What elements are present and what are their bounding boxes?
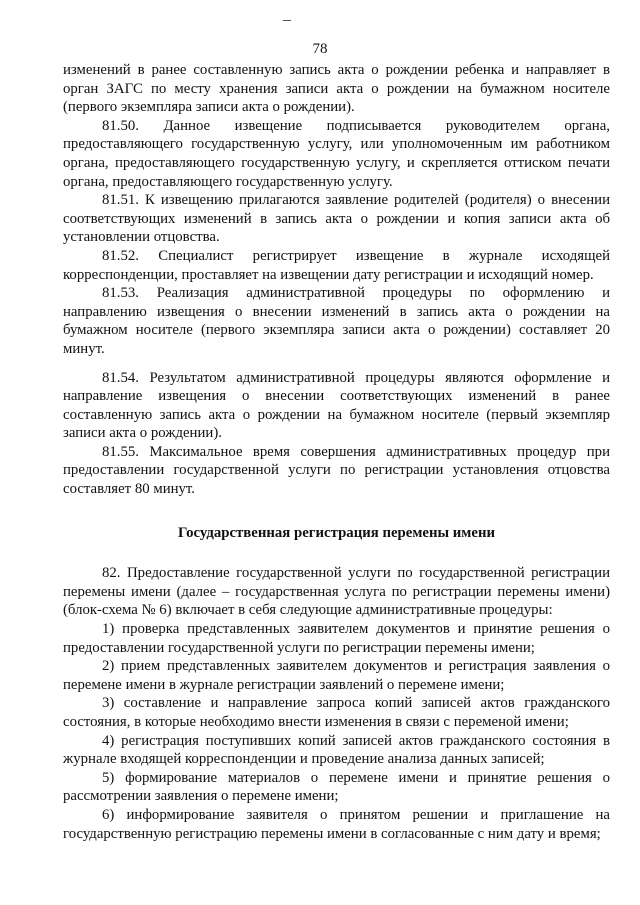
paragraph-81-50: 81.50. Данное извещение подписывается руководителем органа, предоставляющего государственную услугу, или уполномоченным им работником органа, предоставляющего государственную услугу, и скрепляется оттиском печати органа, предоставляющего государственную услугу. (63, 117, 610, 190)
top-mark (283, 20, 291, 21)
paragraph-81-53: 81.53. Реализация административной процедуры по оформлению и направлению извещения о внесении изменений в запись акта о рождении на бумажном носителе (первого экземпляра записи акта о рождении) составляет 20 минут. (63, 285, 610, 357)
list-item-3: 3) составление и направление запроса копий записей актов гражданского состояния, в которые необходимо внести изменения в связи с переменой имени; (63, 695, 610, 730)
list-item-6: 6) информирование заявителя о принятом решении и приглашение на государственную регистрацию перемены имени в согласованные с ним дату и время; (63, 806, 610, 842)
document-body (63, 61, 610, 843)
paragraph-81-54: 81.54. Результатом административной процедуры являются оформление и направление извещения о внесении соответствующих изменений в ранее составленную запись акта о рождении на бумажном носителе (первый экземпляр записи акта о рождении). (63, 369, 610, 442)
paragraph-81-51: 81.51. К извещению прилагаются заявление родителей (родителя) о внесении соответствующих изменений в запись акта о рождении и копия записи акта об установлении отцовства. (63, 192, 610, 246)
list-item-1: 1) проверка представленных заявителем документов и принятие решения о предоставлении государственной услуги по регистрации перемены имени; (63, 621, 610, 656)
page-number: 78 (312, 41, 328, 57)
list-item-5: 5) формирование материалов о перемене имени и принятие решения о рассмотрении заявления о перемене имени; (63, 769, 610, 805)
paragraph-81-52: 81.52. Специалист регистрирует извещение в журнале исходящей корреспонденции, проставляет на извещении дату регистрации и исходящий номер. (63, 247, 610, 283)
paragraph-82: 82. Предоставление государственной услуги по государственной регистрации перемены имени (далее – государственная услуга по регистрации перемены имени) (блок-схема № 6) включает в себя следующие административные процедуры: (63, 565, 610, 619)
section-heading: Государственная регистрация перемены имени (178, 524, 495, 541)
paragraph-81-55: 81.55. Максимальное время совершения административных процедур при предоставлении государственной услуги по регистрации установления отцовства составляет 80 минут. (63, 443, 610, 498)
paragraph-continuation: изменений в ранее составленную запись акта о рождении ребенка и направляет в орган ЗАГС по месту хранения записи акта о рождении на бумажном носителе (первого экземпляра записи акта о рождении). (63, 62, 610, 116)
list-item-2: 2) прием представленных заявителем документов и регистрация заявления о перемене имени в журнале регистрации заявлений о перемене имени; (63, 658, 610, 693)
list-item-4: 4) регистрация поступивших копий записей актов гражданского состояния в журнале входящей корреспонденции и проведение анализа данных записей; (63, 732, 610, 768)
